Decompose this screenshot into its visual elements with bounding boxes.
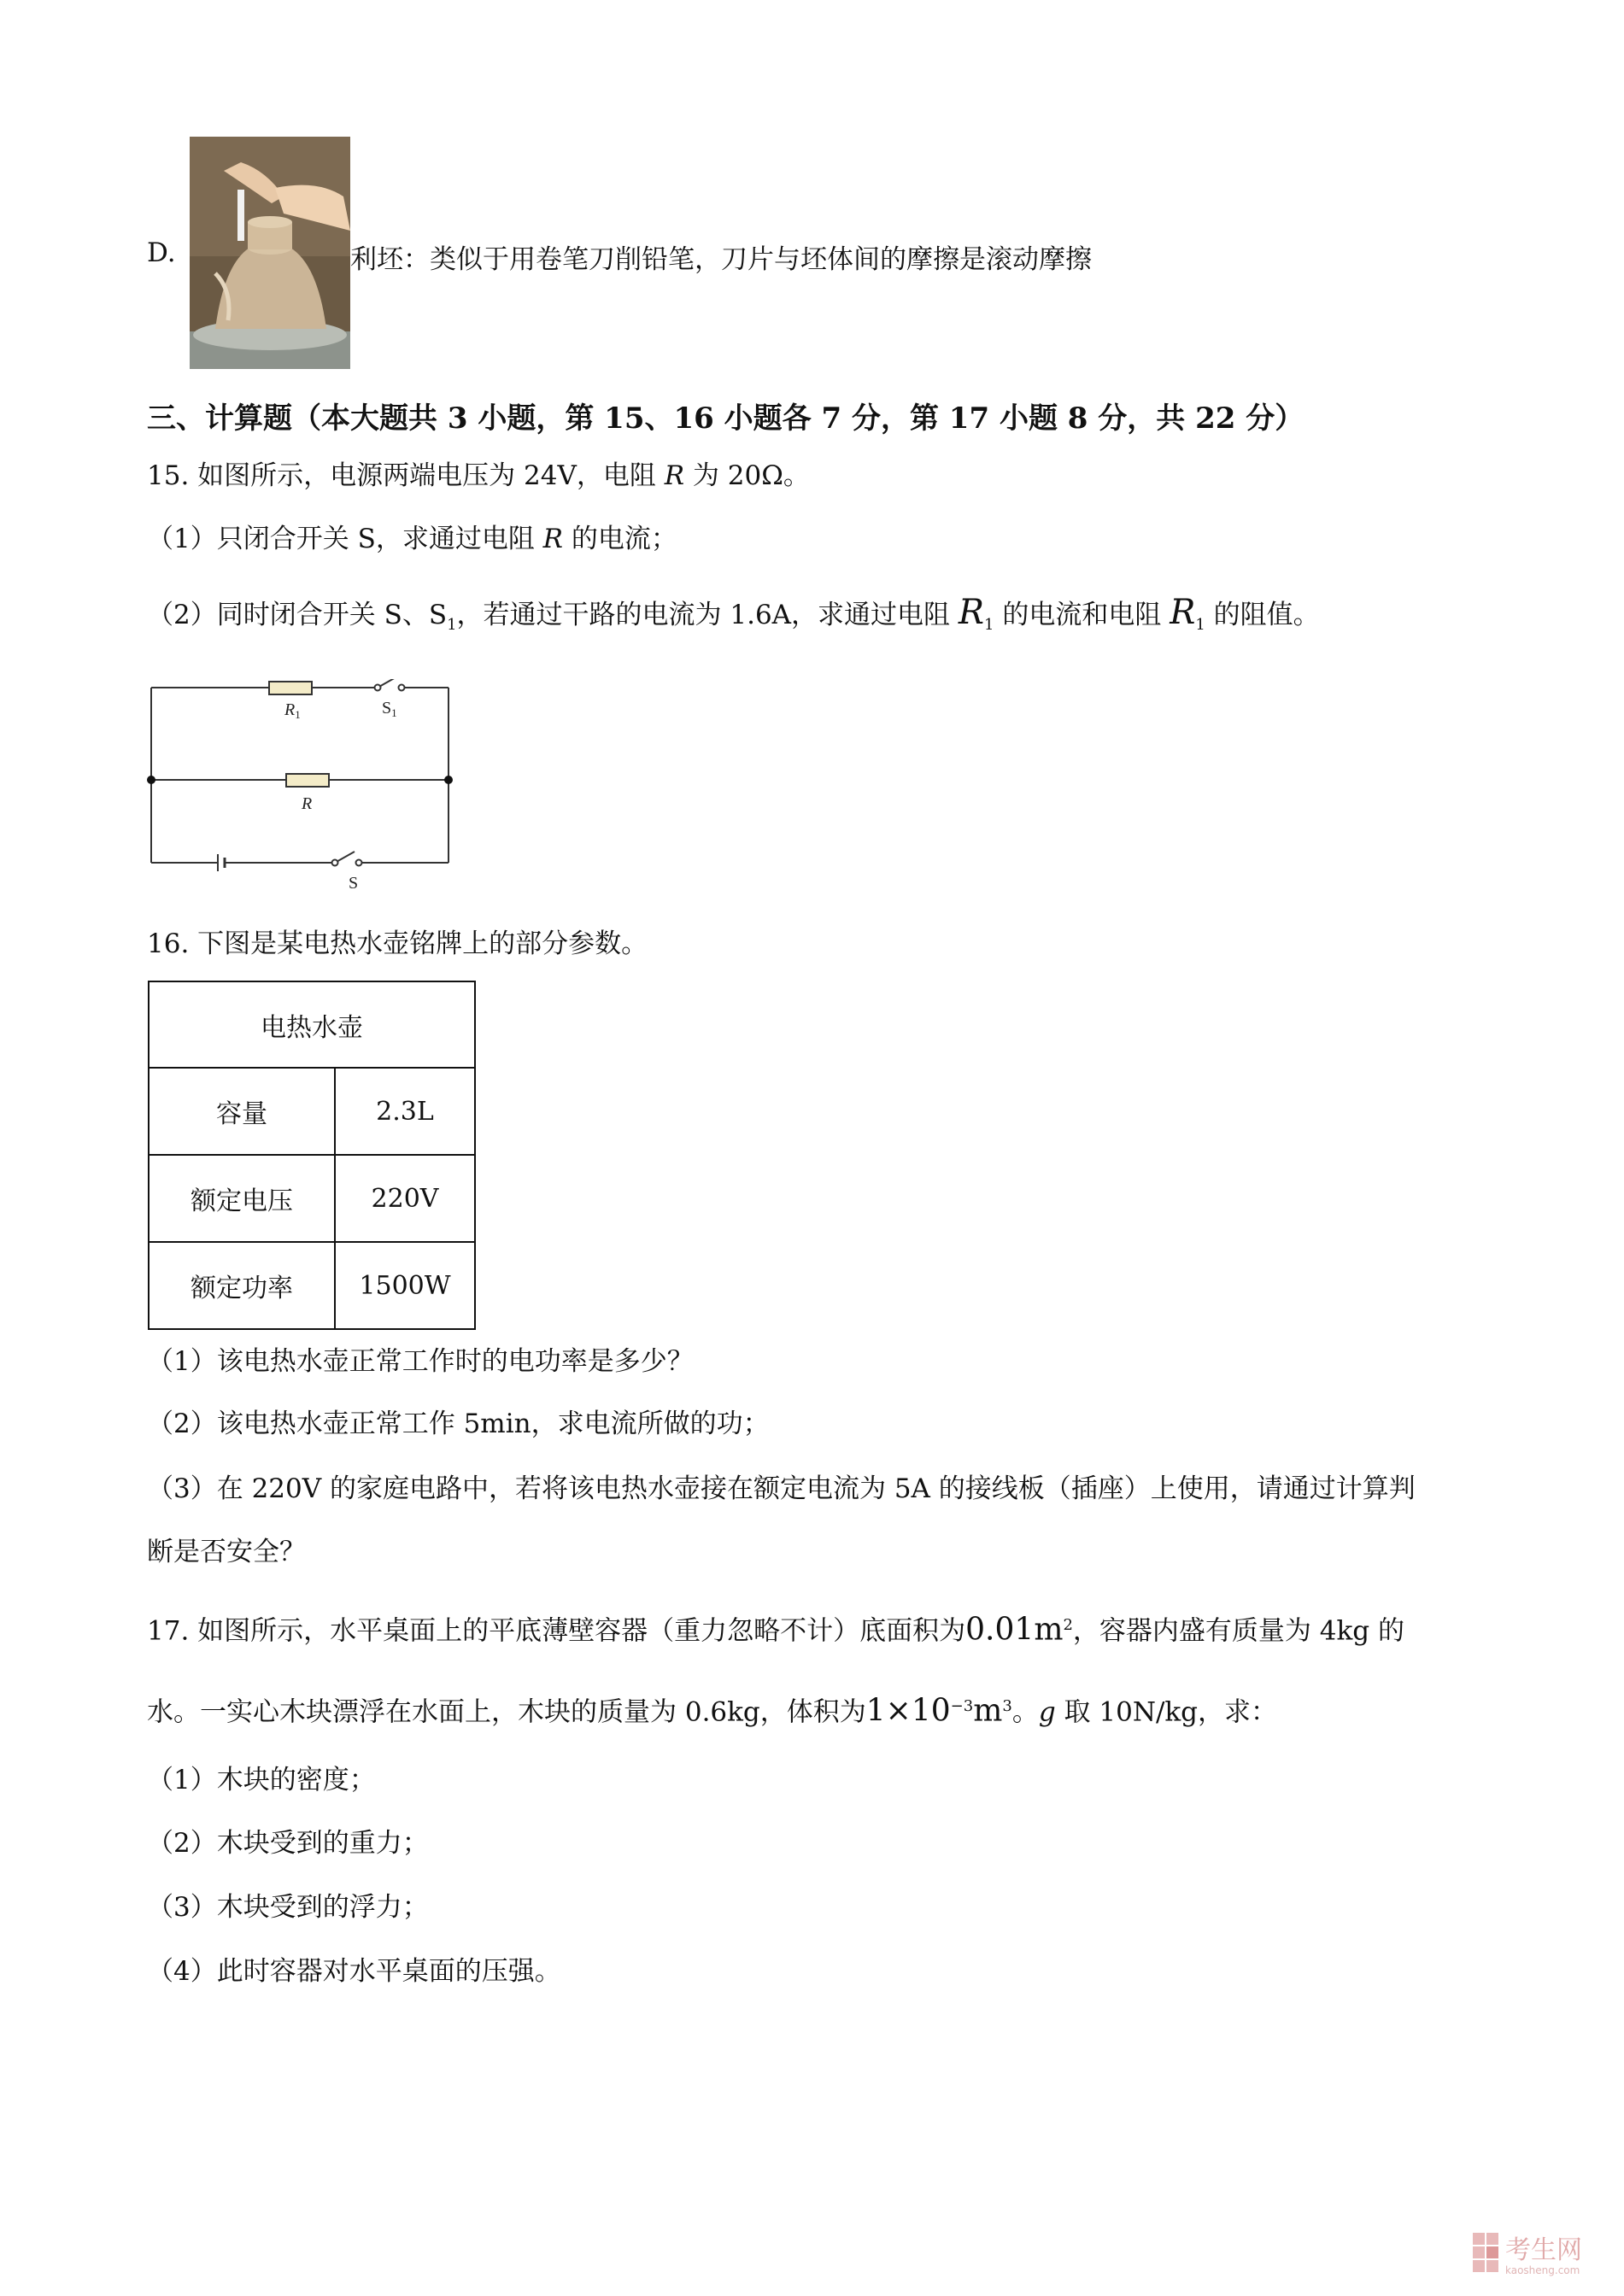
q17-volume-sup2: 3 <box>1002 1697 1012 1715</box>
q15-p2-var2: R <box>1170 593 1196 632</box>
q16-part2: （2）该电热水壶正常工作 5min，求电流所做的功； <box>147 1409 770 1439</box>
q15-p2-b: ，若通过干路的电流为 1.6A，求通过电阻 <box>456 600 959 630</box>
junction-right <box>444 776 453 784</box>
q15-stem-a: 15. 如图所示，电源两端电压为 24V，电阻 <box>147 460 665 491</box>
q16-part3-line1: （3）在 220V 的家庭电路中，若将该电热水壶接在额定电流为 5A 的接线板（插座）上使用，请通过计算判 <box>147 1473 1416 1504</box>
switch-s1-contact-left <box>375 685 381 691</box>
table-cell-value: 2.3L <box>335 1068 475 1155</box>
table-row <box>149 1242 475 1329</box>
q17-area-expr: 0.01m <box>965 1612 1064 1648</box>
table-cell-label: 容量 <box>149 1068 335 1155</box>
watermark-logo <box>1471 2228 1616 2282</box>
label-r1-sub: 1 <box>295 708 301 721</box>
q15-stem <box>147 459 810 493</box>
table-cell-label: 额定功率 <box>149 1242 335 1329</box>
q15-p2-a: （2）同时闭合开关 S、S <box>147 600 448 630</box>
svg-text:S1 <box>382 699 397 719</box>
switch-s1-contact-right <box>399 685 405 691</box>
q17-g-var: g <box>1038 1696 1056 1728</box>
q15-p2-sub2: 1 <box>984 616 994 635</box>
table-row <box>149 981 475 1068</box>
q17-part3: （3）木块受到的浮力； <box>147 1892 429 1923</box>
q17-line2-b: 。 <box>1011 1696 1039 1728</box>
q15-stem-b: 为 20Ω。 <box>684 460 810 491</box>
q17-line2-a: 水。一实心木块漂浮在水面上，木块的质量为 0.6kg，体积为 <box>147 1696 866 1728</box>
q17-part2: （2）木块受到的重力； <box>147 1828 429 1859</box>
table-row <box>149 1068 475 1155</box>
kettle-spec-table <box>148 981 476 1330</box>
q15-p1-a: （1）只闭合开关 S，求通过电阻 <box>147 524 543 554</box>
q17-volume-unit: m <box>973 1693 1003 1729</box>
table-title: 电热水壶 <box>149 981 475 1068</box>
junction-left <box>147 776 155 784</box>
q16-part3-line2: 断是否安全？ <box>147 1537 306 1567</box>
option-d-label: D. <box>147 237 176 268</box>
label-s1-sub: 1 <box>391 706 397 719</box>
resistor-r1 <box>269 682 312 694</box>
q17-line1-b: ，容器内盛有质量为 4kg 的 <box>1072 1615 1404 1647</box>
q15-p1-var: R <box>542 524 564 554</box>
q16-part1: （1）该电热水壶正常工作时的电功率是多少？ <box>147 1346 694 1377</box>
table-row <box>149 1155 475 1242</box>
q17-part1: （1）木块的密度； <box>147 1765 376 1795</box>
resistor-r <box>286 774 329 787</box>
q16-stem: 16. 下图是某电热水壶铭牌上的部分参数。 <box>147 928 648 959</box>
q15-part1 <box>147 522 677 556</box>
q17-part4: （4）此时容器对水平桌面的压强。 <box>147 1956 561 1987</box>
q15-p2-sub3: 1 <box>1195 616 1205 635</box>
q15-part2 <box>147 595 1320 642</box>
q17-area-sup: 2 <box>1063 1616 1073 1634</box>
q15-p2-var: R <box>958 593 985 632</box>
circuit-diagram <box>145 679 461 905</box>
table-cell-value: 220V <box>335 1155 475 1242</box>
q15-p2-c: 的电流和电阻 <box>994 600 1170 630</box>
q17-line2 <box>147 1690 1277 1729</box>
pottery-wheel-photo <box>190 137 350 369</box>
label-s: S <box>349 874 359 893</box>
q15-p2-d: 的阻值。 <box>1205 600 1320 630</box>
label-s1: S <box>382 699 392 718</box>
watermark-grid-icon <box>1473 2233 1498 2272</box>
label-r1: R <box>284 700 296 719</box>
label-r: R <box>302 794 313 813</box>
switch-s-contact-right <box>356 860 362 866</box>
q15-p1-b: 的电流； <box>563 524 677 554</box>
svg-text:R1 <box>284 700 301 721</box>
q17-line2-c: 取 10N/kg，求： <box>1055 1696 1278 1728</box>
section-title: 三、计算题（本大题共 3 小题，第 15、16 小题各 7 分，第 17 小题 8 分，共 22 分） <box>147 401 1304 436</box>
q15-stem-var: R <box>664 460 685 491</box>
q17-volume-sup: −3 <box>950 1697 974 1715</box>
option-d-text: 利坯：类似于用卷笔刀削铅笔，刀片与坯体间的摩擦是滚动摩擦 <box>350 244 1092 275</box>
table-cell-label: 额定电压 <box>149 1155 335 1242</box>
q15-p2-sub1: 1 <box>447 616 457 635</box>
switch-s-contact-left <box>332 860 338 866</box>
q17-line1 <box>147 1608 1404 1648</box>
table-cell-value: 1500W <box>335 1242 475 1329</box>
q17-line1-a: 17. 如图所示，水平桌面上的平底薄壁容器（重力忽略不计）底面积为 <box>147 1615 966 1647</box>
q17-volume-expr: 1×10 <box>865 1693 951 1729</box>
watermark-text: 考生网 <box>1505 2235 1582 2265</box>
watermark-subtext: kaosheng.com <box>1505 2264 1580 2276</box>
